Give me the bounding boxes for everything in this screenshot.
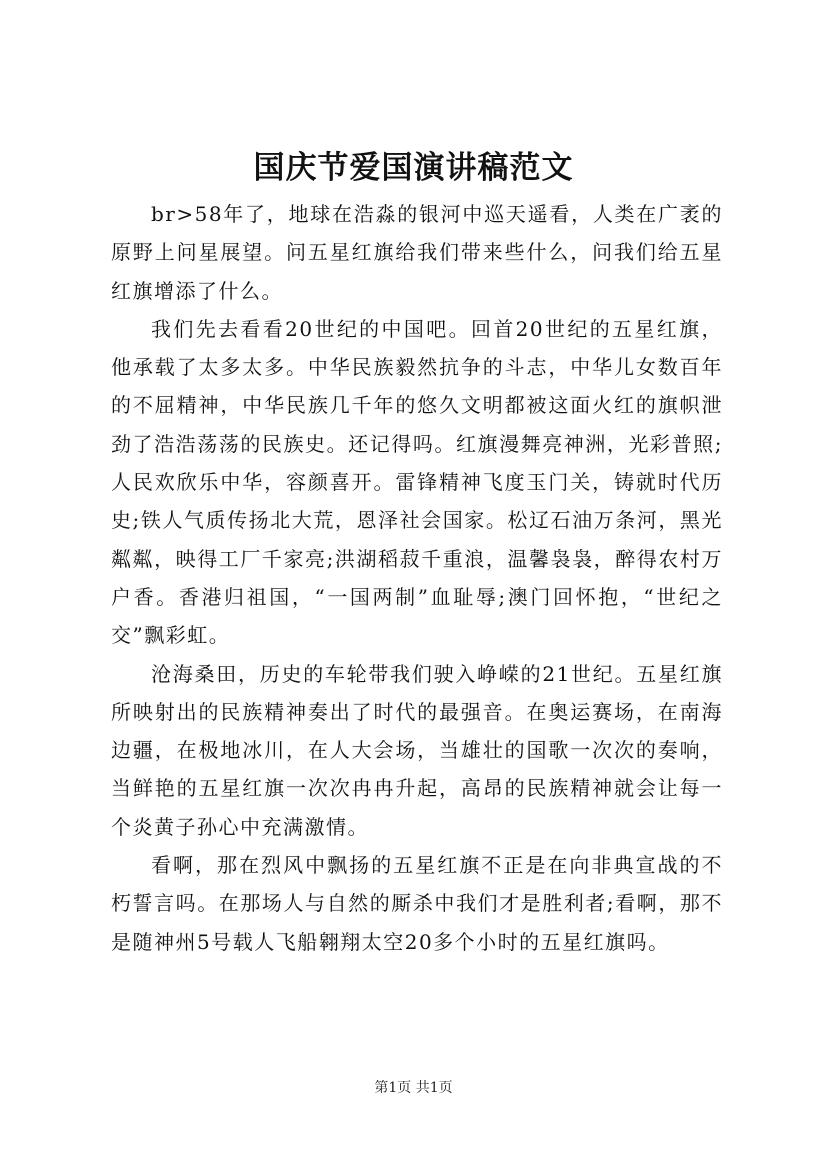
paragraph: 看啊，那在烈风中飘扬的五星红旗不正是在向非典宣战的不朽誓言吗。在那场人与自然的厮杀中我们才是胜利者;看啊，那不是随神州5号载人飞船翱翔太空20多个小时的五星红旗吗。 [111,853,723,954]
page-footer [0,1078,827,1098]
paragraph: 我们先去看看20世纪的中国吧。回首20世纪的五星红旗，他承载了太多太多。中华民族毅然抗争的斗志，中华儿女数百年的不屈精神，中华民族几千年的悠久文明都被这面火红的旗帜泄劲了浩浩荡荡的民族史。还记得吗。红旗漫舞亮神洲，光彩普照;人民欢欣乐中华，容颜喜开。雷锋精神飞度玉门关，铸就时代历史;铁人气质传扬北大荒，恩泽社会国家。松辽石油万条河，黑光粼粼，映得工厂千家亮;洪湖稻菽千重浪，温馨袅袅，醉得农村万户香。香港归祖国，“一国两制”血耻辱;澳门回怀抱，“世纪之交”飘彩虹。 [111,316,723,648]
paragraph: br>58年了，地球在浩淼的银河中巡天遥看，人类在广袤的原野上问星展望。问五星红旗给我们带来些什么，问我们给五星红旗增添了什么。 [111,202,723,303]
document-title: 国庆节爱国演讲稿范文 [253,150,574,186]
document-body [111,195,723,961]
paragraph: 沧海桑田，历史的车轮带我们驶入峥嵘的21世纪。五星红旗所映射出的民族精神奏出了时代的最强音。在奥运赛场，在南海边疆，在极地冰川，在人大会场，当雄壮的国歌一次次的奏响，当鲜艳的五星红旗一次次冉冉升起，高昂的民族精神就会让每一个炎黄子孙心中充满激情。 [111,661,723,839]
page-number-label: 第1页 共1页 [374,1080,453,1096]
